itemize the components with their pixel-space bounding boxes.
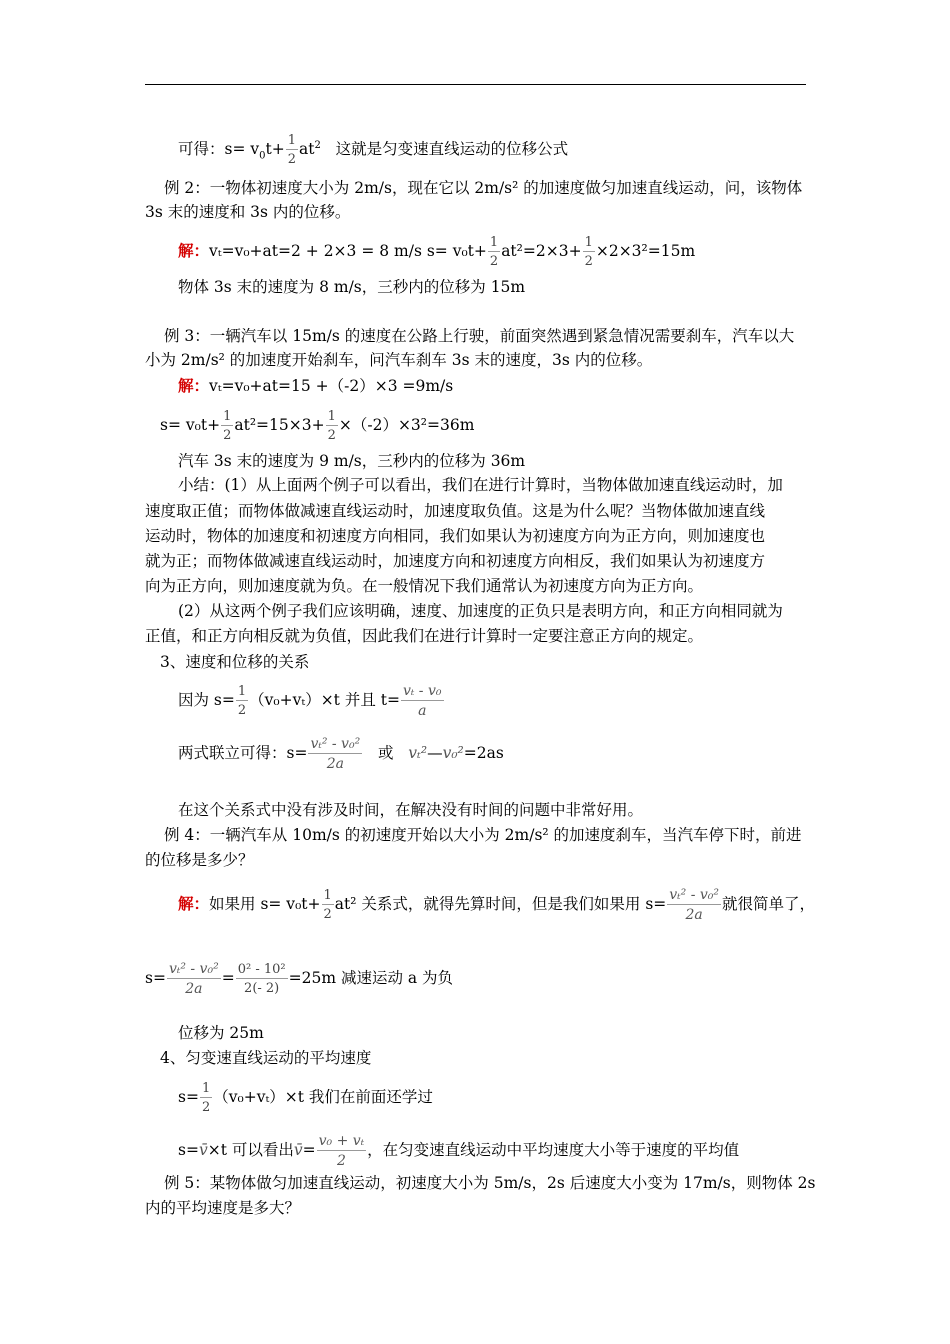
text: ×2×3²=15m: [595, 242, 696, 260]
text: =: [221, 969, 235, 987]
numerator: 1: [201, 1081, 211, 1096]
fraction: [326, 410, 338, 442]
fraction: [167, 962, 221, 996]
text: v̄: [293, 1141, 303, 1159]
denominator: 2: [221, 425, 233, 442]
example-5-line-1: 例 5：某物体做匀加速直线运动，初速度大小为 5m/s，2s 后速度大小变为 17m/s，则物体 2s: [164, 1174, 816, 1192]
text: =: [302, 1141, 316, 1159]
example-5-line-2: 内的平均速度是多大？: [145, 1199, 301, 1217]
example-3-answer: 汽车 3s 末的速度为 9 m/s，三秒内的位移为 36m: [178, 452, 526, 470]
numerator: 0² - 10²: [237, 962, 286, 977]
numerator: 1: [489, 235, 499, 250]
text: s=: [178, 1141, 199, 1159]
numerator: vₜ² - v₀²: [168, 961, 219, 977]
denominator: 2(- 2): [236, 978, 288, 995]
text: at²=2×3+: [501, 242, 582, 260]
denominator: 2: [317, 1150, 367, 1168]
denominator: 2: [322, 904, 334, 921]
example-3-solution: [178, 374, 453, 398]
denominator: 2: [200, 1097, 212, 1114]
fraction: [236, 685, 248, 717]
denominator: 2a: [167, 978, 221, 996]
text: vₜ=v₀+at=2 + 2×3 = 8 m/s s= v₀t+: [209, 242, 487, 260]
denominator: 2: [286, 149, 298, 166]
example-4-answer: 位移为 25m: [178, 1024, 264, 1042]
text: s=: [145, 969, 166, 987]
numerator: 1: [237, 684, 247, 699]
numerator: v₀ + vₜ: [318, 1133, 365, 1149]
text: （v₀+vₜ）×t 并且 t=: [249, 691, 400, 709]
fraction: [322, 889, 334, 921]
formula-line-1: [178, 134, 568, 168]
text: =25m 减速运动 a 为负: [288, 969, 454, 987]
numerator: vₜ² - v₀²: [669, 887, 720, 903]
numerator: 1: [584, 235, 593, 250]
text: vₜ²: [408, 744, 428, 762]
fraction: [317, 1134, 367, 1168]
example-3-line-2: 小为 2m/s² 的加速度开始刹车，问汽车刹车 3s 末的速度，3s 内的位移。: [145, 351, 653, 369]
example-4-line-1: 例 4：一辆汽车从 10m/s 的初速度开始以大小为 2m/s² 的加速度刹车，当汽车停下时，前进: [164, 826, 802, 844]
text: v̄: [198, 1141, 208, 1159]
summary-line-3: 运动时，物体的加速度和初速度方向相同，我们如果认为初速度方向为正方向，则加速度也: [145, 527, 766, 545]
numerator: 1: [287, 133, 297, 149]
fraction: [221, 410, 233, 442]
text: 两式联立可得：s=: [178, 744, 308, 762]
example-3-line-1: 例 3：一辆汽车以 15m/s 的速度在公路上行驶，前面突然遇到紧急情况需要刹车，汽车以大: [164, 327, 795, 345]
fraction: [308, 737, 362, 771]
text: vₜ=v₀+at=15 +（-2）×3 =9m/s: [209, 377, 454, 395]
text: 如果用 s= v₀t+: [209, 895, 321, 913]
text: s=: [178, 1088, 199, 1106]
example-4-solution: [178, 888, 815, 922]
summary2-line-1: (2）从这两个例子我们应该明确，速度、加速度的正负只是表明方向，和正方向相同就为: [178, 602, 783, 620]
denominator: 2: [488, 251, 500, 268]
denominator: 2a: [308, 753, 362, 771]
fraction: [488, 236, 500, 268]
text: 就很简单了，: [722, 895, 816, 913]
header-rule: [145, 84, 806, 85]
example-4-line-2: 的位移是多少？: [145, 851, 254, 869]
summary2-line-2: 正值，和正方向相反就为负值，因此我们在进行计算时一定要注意正方向的规定。: [145, 627, 704, 645]
fraction: [286, 134, 298, 166]
text: s= v₀t+: [160, 416, 221, 434]
example-3-displacement: [160, 410, 474, 442]
text: at: [299, 140, 315, 159]
section-4-formula-1: [178, 1082, 433, 1114]
summary-line-4: 就为正；而物体做减速直线运动时，加速度方向和初速度方向相反，我们如果认为初速度方: [145, 552, 766, 570]
text: 可得：s= v: [178, 140, 260, 159]
solution-label: 解：: [178, 241, 210, 260]
numerator: 1: [323, 888, 332, 903]
example-2-line-2: 3s 末的速度和 3s 内的位移。: [145, 203, 351, 221]
fraction: [401, 684, 444, 718]
section-4-heading: 4、匀变速直线运动的平均速度: [160, 1049, 372, 1067]
fraction: [667, 888, 721, 922]
text: （v₀+vₜ）×t 我们在前面还学过: [213, 1088, 433, 1106]
fraction: [236, 963, 288, 995]
text: =2as: [463, 744, 504, 762]
text: 2: [314, 140, 321, 151]
section-3-heading: 3、速度和位移的关系: [160, 653, 310, 671]
text: 这就是匀变速直线运动的位移公式: [335, 140, 569, 159]
text: at²=15×3+: [234, 416, 325, 434]
solution-label: 解：: [178, 894, 210, 913]
denominator: 2: [236, 700, 248, 717]
solution-label: 解：: [178, 376, 210, 395]
numerator: vₜ² - v₀²: [310, 736, 361, 752]
text: 或: [377, 744, 394, 762]
numerator: 1: [327, 409, 336, 424]
text: ×（-2）×3²=36m: [338, 416, 475, 434]
section-3-formula-1: [178, 684, 445, 718]
text: t+: [265, 140, 285, 159]
example-2-solution: [178, 236, 695, 268]
section-4-formula-2: [178, 1134, 739, 1168]
example-4-calculation: [145, 962, 453, 996]
example-2-line-1: 例 2：一物体初速度大小为 2m/s，现在它以 2m/s² 的加速度做匀加速直线运动，问，该物体: [164, 179, 803, 197]
section-3-formula-2: [178, 737, 504, 771]
summary-line-5: 向为正方向，则加速度就为负。在一般情况下我们通常认为初速度方向为正方向。: [145, 577, 704, 595]
text: at² 关系式，就得先算时间，但是我们如果用 s=: [334, 895, 667, 913]
denominator: 2: [583, 251, 595, 268]
summary-line-1: 小结：(1）从上面两个例子可以看出，我们在进行计算时，当物体做加速直线运动时，加: [178, 476, 783, 494]
summary-line-2: 速度取正值；而物体做减速直线运动时，加速度取负值。这是为什么呢？当物体做加速直线: [145, 502, 766, 520]
denominator: 2: [326, 425, 338, 442]
numerator: 1: [223, 409, 232, 424]
text: 因为 s=: [178, 691, 235, 709]
numerator: vₜ - v₀: [402, 683, 442, 699]
fraction: [200, 1082, 212, 1114]
text: v₀²: [442, 744, 464, 762]
text: 0: [259, 150, 266, 162]
fraction: [583, 236, 595, 268]
section-3-note: 在这个关系式中没有涉及时间，在解决没有时间的问题中非常好用。: [178, 801, 644, 819]
denominator: a: [401, 700, 444, 718]
text: ×t 可以看出: [207, 1141, 294, 1159]
text: ，在匀变速直线运动中平均速度大小等于速度的平均值: [367, 1141, 740, 1159]
denominator: 2a: [667, 904, 721, 922]
text: —: [427, 744, 443, 762]
example-2-answer: 物体 3s 末的速度为 8 m/s，三秒内的位移为 15m: [178, 278, 526, 296]
